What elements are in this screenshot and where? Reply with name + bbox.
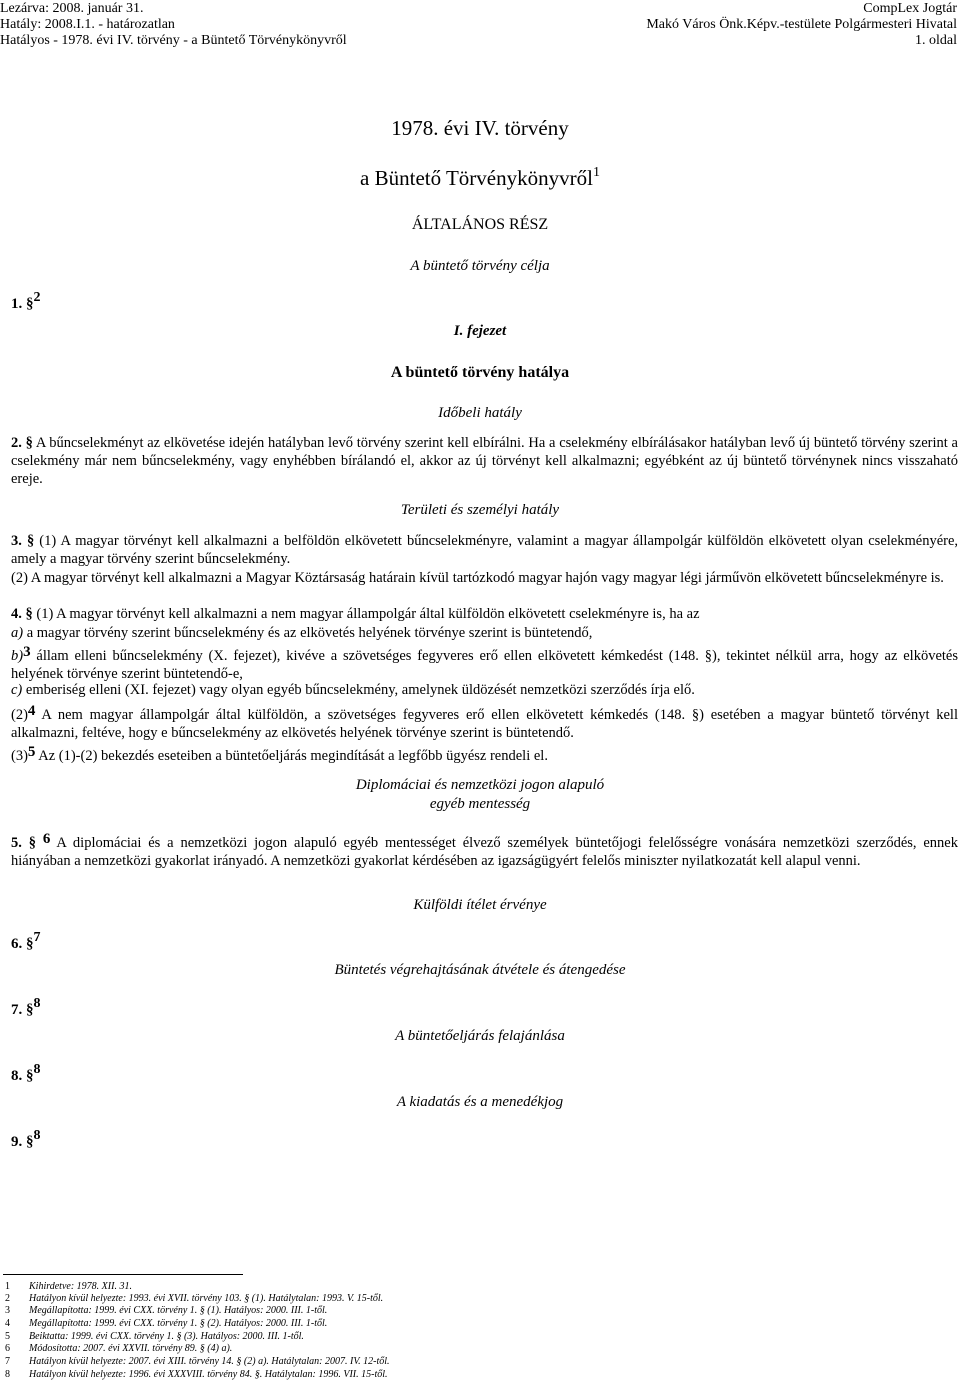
section-4-point-a [11, 624, 958, 642]
point-text: állam elleni bűncselekmény (X. fejezet), kivéve a szövetséges fegyveres erő ellen elkövetett kémkedést (148. §), tekintet nélkül arra, hogy az elkövetés helyének törvénye szerint büntetendő-e, [11, 648, 958, 682]
law-subtitle-text: a Büntető Törvénykönyvről [360, 166, 593, 190]
section-label: 1. [11, 296, 26, 312]
footnote-ref[interactable]: 5 [27, 744, 36, 760]
section-4-p1: 4. § (1) A magyar törvényt kell alkalmazni a nem magyar állampolgár által külföldön elkövetett cselekményre is, ha az [11, 606, 700, 622]
heading-proceedings-offer: A büntetőeljárás felajánlása [395, 1028, 565, 1044]
part-title: ÁLTALÁNOS RÉSZ [411, 216, 549, 233]
footnote-3: 3 Megállapította: 1999. évi CXX. törvény 1. § (1). Hatályos: 2000. III. 1-től. [5, 1305, 328, 1316]
footnote-divider [3, 1274, 243, 1275]
footnote-8: 8 Hatályon kívül helyezte: 1996. évi XXXVIII. törvény 84. §. Hatálytalan: 1996. VII. 15-től. [5, 1369, 388, 1380]
section-7: 7. §$^8$ [11, 996, 41, 1018]
section-4-point-c [11, 681, 958, 699]
law-title: 1978. évi IV. törvény [391, 116, 569, 140]
footnote-7: 7 Hatályon kívül helyezte: 2007. évi XIII. törvény 14. § (2) a). Hatálytalan: 2007. IV. 12-től. [5, 1356, 390, 1367]
chapter-title: A büntető törvény hatálya [390, 364, 570, 381]
chapter-number: I. fejezet [453, 323, 507, 339]
section-label: 5. [11, 835, 29, 851]
heading-territorial: Területi és személyi hatály [400, 502, 560, 518]
footnote-ref[interactable]: 1 [592, 165, 600, 180]
footnote-ref[interactable]: 8 [33, 996, 41, 1011]
footnote-2: 2 Hatályon kívül helyezte: 1993. évi XVII. törvény 103. § (1). Hatálytalan: 1993. V. 15-től. [5, 1293, 384, 1304]
paragraph-label: (2) [11, 707, 28, 723]
header-validity: Hatály: 2008.I.1. - határozatlan [0, 17, 175, 32]
header-organization: Makó Város Önk.Képv.-testülete Polgármesteri Hivatal [646, 17, 957, 32]
footnote-ref[interactable]: 3 [23, 644, 31, 660]
footnote-4: 4 Megállapította: 1999. évi CXX. törvény 1. § (2). Hatályos: 2000. III. 1-től. [5, 1318, 328, 1329]
footnote-ref[interactable]: 8 [33, 1128, 41, 1143]
heading-sentence-transfer: Büntetés végrehajtásának átvétele és átengedése [334, 962, 626, 978]
section-3-p2: (2) A magyar törvényt kell alkalmazni a Magyar Köztársaság határain kívül tartózkodó magyar hajón vagy magyar légi járművön elkövetett bűncselekményre is. [11, 570, 944, 586]
paragraph-text: A nem magyar állampolgár által külföldön, a szövetséges fegyveres erő ellen elkövetett kémkedés (148. §) esetében a magyar büntető törvényt kell alkalmazni, feltéve, hogy e bűncselekmény az elkövetés helyének törvénye szerint is büntetendő. [11, 707, 958, 741]
section-5: 5. § $^6$ A diplomáciai és a nemzetközi jogon alapuló egyéb mentességet élvező személyek büntetőjogi felelősségre vonására nemzetközi szerződés, ennek hiányában a nemzetközi gyakorlat irányadó. A nemzetközi gyakorlat kérdésében az igazságügyért felelős miniszter nyilatkozatát kell alapul venni. [11, 831, 958, 869]
footnote-ref[interactable]: 7 [33, 930, 41, 945]
section-2: 2. § A bűncselekményt az elkövetése idején hatályban levő törvény szerint kell elbírálni. Ha a cselekmény elbírálásakor hatályban levő új büntető törvény szerint a cselekmény már nem bűncselekmény, vagy enyhébben bírálandó el, akkor az új törvényt kell alkalmazni; egyébként az új büntető törvénynek nincs visszaható ereje. [11, 435, 958, 487]
section-3-p1-text: (1) A magyar törvényt kell alkalmazni a belföldön elkövetett bűncselekményre, valamint a magyar állampolgár külföldön elkövetett olyan cselekményére, amely a magyar törvény szerint bűncselekmény. [11, 533, 959, 567]
section-4-p2 [11, 702, 958, 742]
point-label: c) [11, 682, 23, 698]
section-4-point-b [11, 643, 958, 683]
section-9: 9. §$^8$ [11, 1128, 41, 1150]
heading-foreign-judgment: Külföldi ítélet érvénye [413, 897, 547, 913]
footnote-1: 1 Kihirdetve: 1978. XII. 31. [5, 1281, 132, 1292]
section-5-text: A diplomáciai és a nemzetközi jogon alapuló egyéb mentességet élvező személyek büntetőjogi felelősségre vonására nemzetközi szerződés, ennek hiányában a nemzetközi gyakorlat irányadó. A nemzetközi gyakorlat kérdésében az igazságügyért felelős miniszter nyilatkozatát kell alapul venni. [11, 835, 958, 869]
law-subtitle [0, 165, 960, 191]
section-2-text: A bűncselekményt az elkövetése idején hatályban levő törvény szerint kell elbírálni. Ha a cselekmény elbírálásakor hatályban levő új büntető törvény szerint a cselekmény már nem bűncselekmény, vagy enyhébben bírálandó el, akkor az új törvényt kell alkalmazni; egyébként az új büntető törvénynek nincs visszaható ereje. [11, 435, 958, 487]
header-closed-date: Lezárva: 2008. január 31. [0, 1, 144, 16]
header-effective: Hatályos - 1978. évi IV. törvény - a Büntető Törvénykönyvről [0, 33, 347, 48]
heading-temporal: Időbeli hatály [438, 405, 522, 421]
point-label: a) [11, 625, 24, 641]
footnote-ref[interactable]: 6 [42, 831, 51, 847]
heading-extradition: A kiadatás és a menedékjog [396, 1094, 564, 1110]
heading-purpose: A büntető törvény célja [410, 258, 550, 274]
footnote-ref[interactable]: 8 [33, 1062, 41, 1077]
section-3-p1: 3. § (1) A magyar törvényt kell alkalmazni a belföldön elkövetett bűncselekményre, valamint a magyar állampolgár külföldön elkövetett olyan cselekményére, amely a magyar törvény szerint bűncselekmény. [11, 533, 959, 567]
paragraph-text: Az (1)-(2) bekezdés eseteiben a büntetőeljárás megindítását a legfőbb ügyész rendeli el. [35, 748, 548, 764]
section-label: 6. [11, 936, 26, 952]
section-4-p1-text: (1) A magyar törvényt kell alkalmazni a nem magyar állampolgár által külföldön elkövetett cselekményre is, ha az [36, 606, 700, 622]
heading-diplomatic-1: Diplomáciai és nemzetközi jogon alapuló [355, 777, 605, 793]
footnote-ref[interactable]: 4 [27, 703, 36, 719]
header-page-number: 1. oldal [915, 33, 957, 48]
footnote-5: 5 Beiktatta: 1999. évi CXX. törvény 1. § (3). Hatályos: 2000. III. 1-től. [5, 1331, 304, 1342]
paragraph-label: (3) [11, 748, 28, 764]
section-8: 8. §$^8$ [11, 1062, 41, 1084]
section-label: 8. [11, 1068, 26, 1084]
point-text: a magyar törvény szerint bűncselekmény és az elkövetés helyének törvénye szerint is büntetendő, [23, 625, 593, 641]
footnote-ref[interactable]: 2 [33, 290, 41, 305]
section-label: 3. [11, 533, 27, 549]
footnote-6: 6 Módosította: 2007. évi XXVII. törvény 89. § (4) a). [5, 1343, 233, 1354]
point-label: b) [11, 648, 24, 664]
header-product: CompLex Jogtár [863, 1, 957, 16]
section-4-p3 [11, 743, 958, 765]
heading-diplomatic-2: egyéb mentesség [429, 796, 531, 812]
section-6: 6. §$^7$ [11, 930, 41, 952]
section-label: 2. [11, 435, 26, 451]
section-label: 7. [11, 1002, 26, 1018]
section-1: 1. §$^2$ [11, 290, 41, 312]
point-text: emberiség elleni (XI. fejezet) vagy olyan egyéb bűncselekmény, amelynek üldözését nemzetközi szerződés írja elő. [22, 682, 695, 698]
section-label: 4. [11, 606, 26, 622]
section-label: 9. [11, 1134, 26, 1150]
